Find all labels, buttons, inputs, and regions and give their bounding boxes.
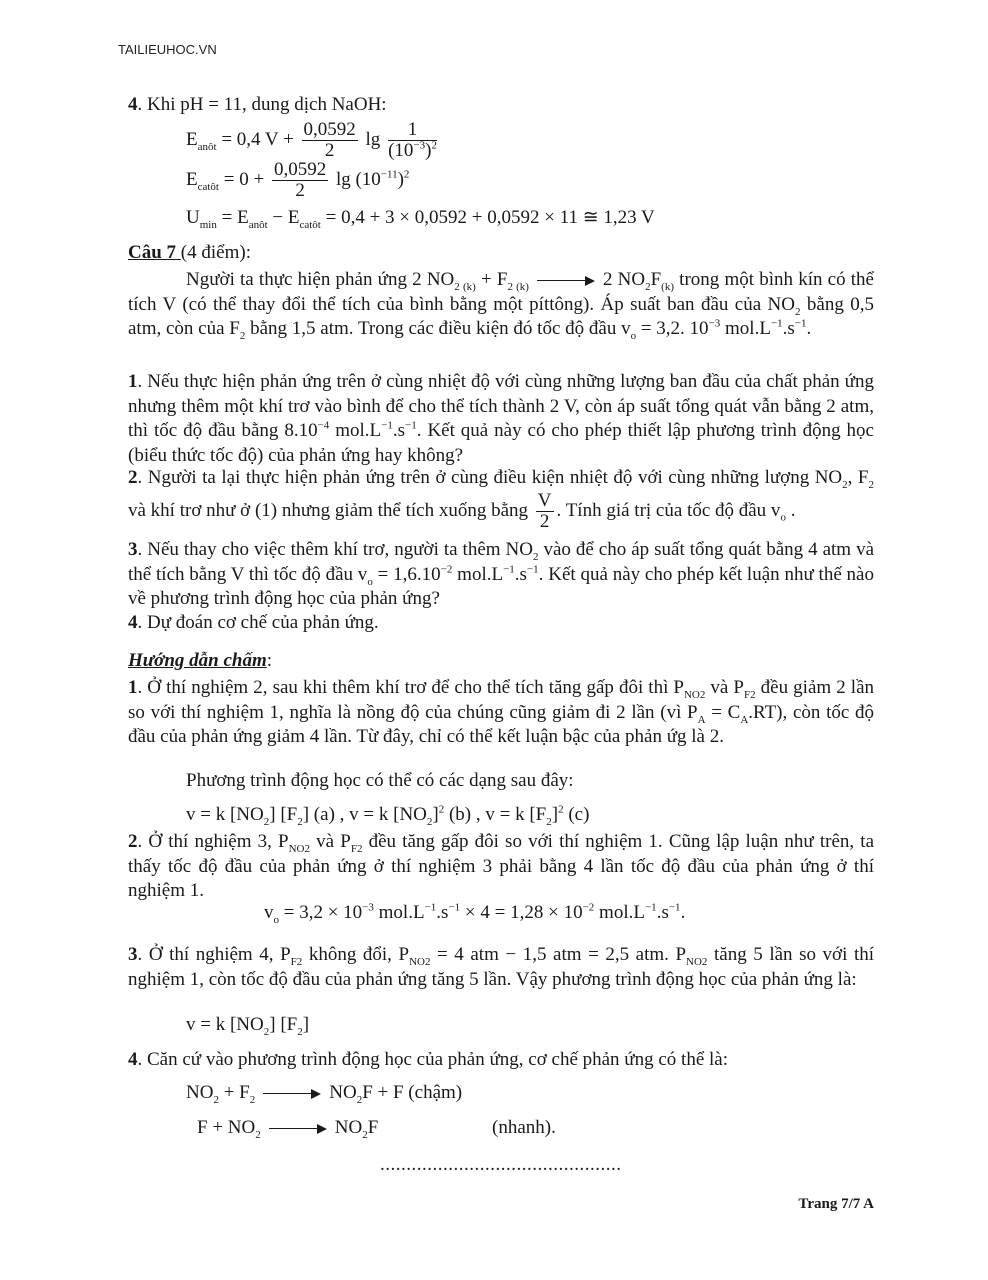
cau7-q3: 3. Nếu thay cho việc thêm khí trơ, người ta thêm $NO_2$ vào để cho áp suất tổng quát bằng 4 atm và thể tích bằng V thì tốc độ đầu $v_o = 1,6.10^{-2}$ $mol.L^{-1}.s^{-1}$. Kết quả này cho phép kết luận như thế nào về phương trình động học của phản ứng? bbox=[128, 539, 875, 609]
cau7-q1: 1. Nếu thực hiện phản ứng trên ở cùng nhiệt độ với cùng những lượng ban đầu của chất phản ứng nhưng thêm một khí trơ vào bình để cho thể tích thành 2 V, còn áp suất tổng quát vẫn bằng 2 atm, thì tốc độ đầu bằng $8.10^{-4}$ $mol.L^{-1}.s^{-1}$. Kết quả này có cho phép thiết lập phương trình động học (biểu thức tốc độ) của phản ứng hay không? bbox=[128, 371, 874, 466]
cau7-heading: Câu 7 (4 điểm): bbox=[128, 242, 251, 263]
guide-a3: 3. Ở thí nghiệm 4, $P_{F2}$ không đổi, $P_{NO2} = 4$ atm − 1,5 atm = 2,5 atm. $P_{NO2}$ tăng 5 lần so với thí nghiệm 1, còn tốc độ đầu của phản ứng tăng 5 lần. Vậy phương trình động học của phản ứng là: bbox=[128, 944, 874, 990]
cau7-q2: 2. Người ta lại thực hiện phản ứng trên ở cùng điều kiện nhiệt độ với cùng những lượng $NO_2$, $F_2$ và khí trơ như ở (1) nhưng giảm thể tích xuống bằng $\frac{V}{2}$ . Tính giá trị của tốc độ đầu $v_o$ . bbox=[128, 467, 874, 532]
cau7-q4: 4. Dự đoán cơ chế của phản ứng. bbox=[128, 612, 379, 633]
guide-a1-note: Phương trình động học có thể có các dạng sau đây: bbox=[186, 770, 574, 791]
rate-forms: v = k $[NO_2]$ $[F_2]$ (a) , v = k $[NO_2]^2$ (b) , v = k $[F_2]^2$ (c) bbox=[186, 803, 590, 828]
eq-umin: $U_{min} = E_{anôt} - E_{catôt} = 0,4 + 3 \times 0,0592 + 0,0592 \times 11$ ≅ 1,23 V bbox=[186, 207, 655, 231]
guide-a4: 4. Căn cứ vào phương trình động học của phản ứng, cơ chế phản ứng có thể là: bbox=[128, 1049, 728, 1070]
mechanism-step-2-note: (nhanh). bbox=[492, 1117, 556, 1138]
site-watermark: TAILIEUHOC.VN bbox=[118, 42, 217, 57]
dotted-separator: .............................................. bbox=[380, 1154, 622, 1175]
eq-anot: $E_{anôt} = 0,4$ V + $\frac{0,0592}{2}$ lg $\frac{1}{(10^{-3})^2}$ bbox=[186, 119, 437, 162]
sec4-line: 4. Khi pH = 11, dung dịch NaOH: bbox=[128, 94, 387, 115]
guide-a2: 2. Ở thí nghiệm 3, $P_{NO2}$ và $P_{F2}$ đều tăng gấp đôi so với thí nghiệm 1. Cũng lập luận như trên, ta thấy tốc độ đầu của phản ứng ở thí nghiệm 3 phải bằng 4 lần tốc độ đầu của phản ứng ở thí nghiệm 1. bbox=[128, 831, 874, 901]
cau7-intro: Người ta thực hiện phản ứng 2 $NO_{2 (k)} + F_{2 (k)}$ 2 $NO_2F_{(k)}$ trong một bình kín có thể tích V (có thể thay đổi thể tích của bình bằng một píttông). Áp suất ban đầu của $NO_2$ bằng 0,5 atm, còn của $F_2$ bằng 1,5 atm. Trong các điều kiện đó tốc độ đầu $v_o = 3,2$. $10^{-3}$ $mol.L^{-1}.s^{-1}$. bbox=[128, 269, 874, 342]
v0-calc: $v_o = 3,2 \times 10^{-3}$ $mol.L^{-1}.s^{-1} \times 4 = 1,28 \times 10^{-2}$ $mol.L^{-1}.s^{-1}$. bbox=[264, 901, 686, 926]
reaction-arrow bbox=[537, 276, 595, 286]
page-number: Trang 7/7 A bbox=[798, 1196, 874, 1212]
reaction-arrow bbox=[269, 1124, 327, 1134]
guide-heading: Hướng dẫn chấm: bbox=[128, 650, 273, 671]
reaction-arrow bbox=[263, 1089, 321, 1099]
mechanism-step-2: $F + NO_2$ $NO_2F$ bbox=[197, 1117, 379, 1141]
mechanism-step-1: $NO_2 + F_2$ $NO_2F + F$ (chậm) bbox=[186, 1082, 463, 1106]
rate-final: v = k $[NO_2]$ $[F_2]$ bbox=[186, 1014, 310, 1038]
eq-catot: $E_{catôt} = 0$ + $\frac{0,0592}{2}$ $\lg (10^{-11})^2$ bbox=[186, 159, 410, 202]
guide-a1: 1. Ở thí nghiệm 2, sau khi thêm khí trơ để cho thể tích tăng gấp đôi thì $P_{NO2}$ và $P_{F2}$ đều giảm 2 lần so với thí nghiệm 1, nghĩa là nồng độ của chúng cũng giảm đi 2 lần (vì $P_A = C_A.RT$), còn tốc độ đầu của phản ứng giảm 4 lần. Từ đây, chỉ có thể kết luận bậc của phản ứg là 2. bbox=[128, 677, 874, 747]
